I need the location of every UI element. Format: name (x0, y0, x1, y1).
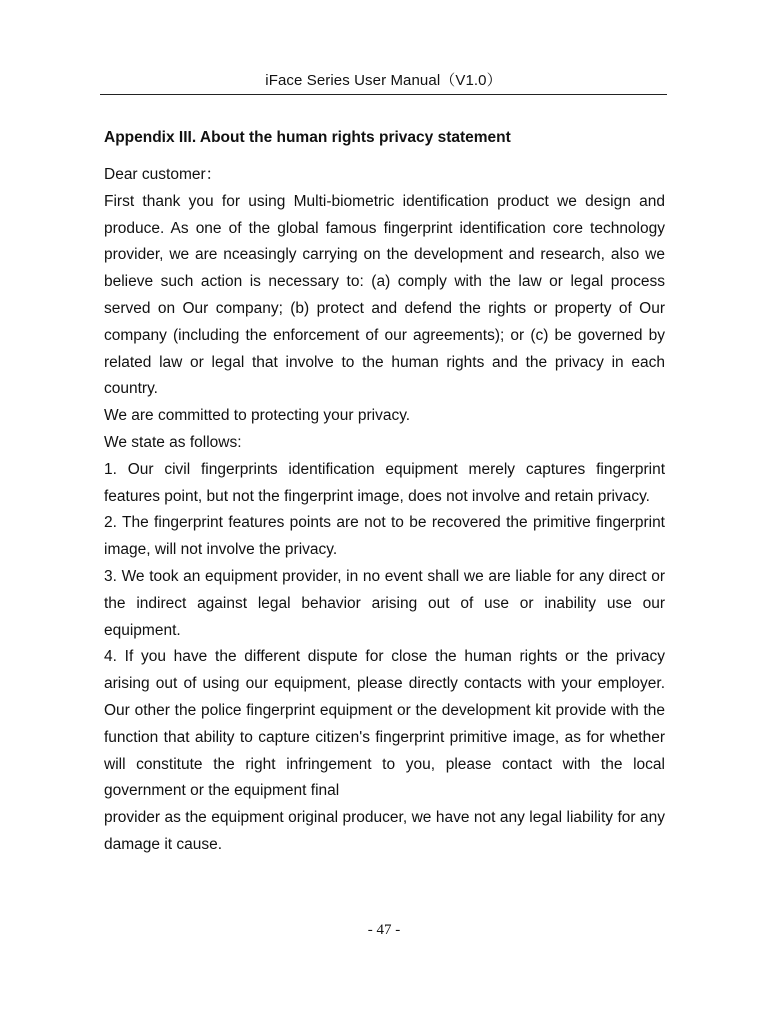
commitment-line: We are committed to protecting your privacy. (104, 407, 411, 425)
statement-item-3: 3. We took an equipment provider, in no event shall we are liable for any direct or the indirect against legal behavior arising out of use or inability use our equipment. (104, 567, 665, 639)
statement-item-2: 2. The fingerprint features points are not to be recovered the primitive fingerprint image, will not involve the privacy. (104, 514, 665, 559)
intro-paragraph: First thank you for using Multi-biometric identification product we design and produce. As one of the global famous fingerprint identification core technology provider, we are nceasingly carrying on the development and research, also we believe such action is necessary to: (a) comply with the law or legal process served on Our company; (b) protect and defend the rights or property of Our company (including the enforcement of our agreements); or (c) be governed by related law or legal that involve to the human rights and the privacy in each country. (104, 192, 665, 398)
statement-item-4: 4. If you have the different dispute for close the human rights or the privacy arising out of using our equipment, please directly contacts with your employer. Our other the police fingerprint equipment or the development kit provide with the function that ability to capture citizen's fingerprint primitive image, as for whether will constitute the right infringement to you, please contact with the local government or the equipment final (104, 648, 665, 800)
closing-paragraph: provider as the equipment original producer, we have not any legal liability for any damage it cause. (104, 809, 665, 853)
running-header: iFace Series User Manual（V1.0） (265, 72, 502, 89)
body-text (104, 162, 665, 859)
statement-item-1: 1. Our civil fingerprints identification equipment merely captures fingerprint features point, but not the fingerprint image, does not involve and retain privacy. (104, 460, 665, 505)
statement-intro: We state as follows: (104, 433, 242, 451)
page-number: - 47 - (367, 922, 401, 938)
header-rule (100, 94, 667, 95)
section-title: Appendix III. About the human rights privacy statement (104, 129, 511, 146)
greeting: Dear customer： (104, 166, 222, 183)
